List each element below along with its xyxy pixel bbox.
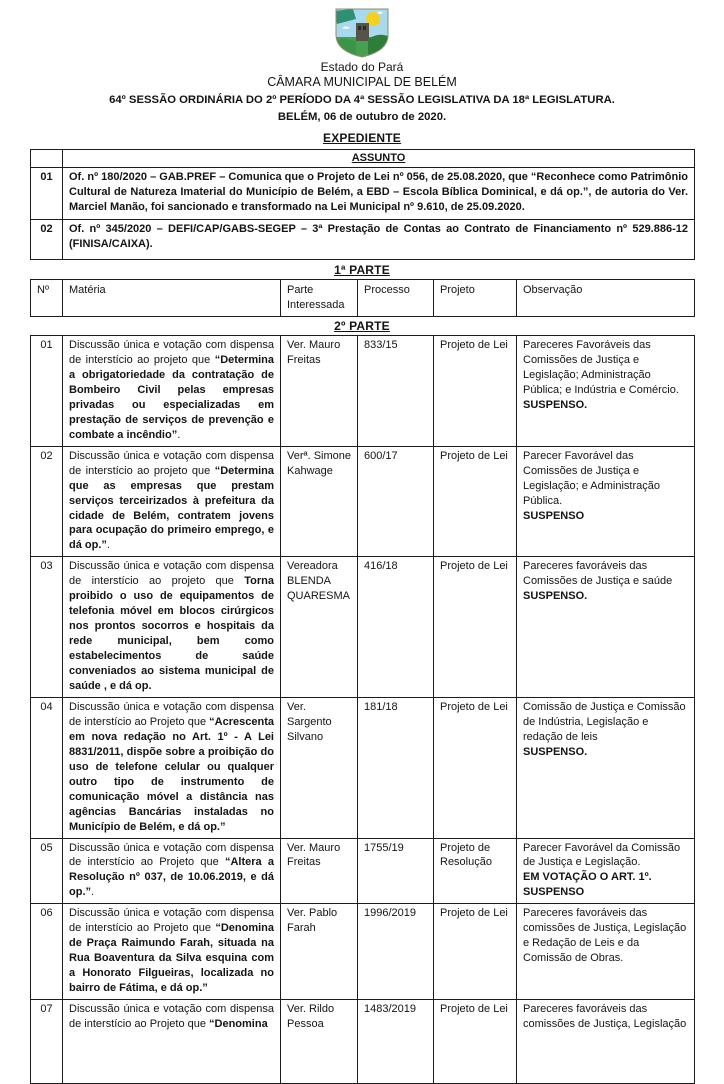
parte-interessada-cell: Ver. Mauro Freitas	[281, 838, 358, 904]
parte-interessada-cell: Ver. Rildo Pessoa	[281, 1000, 358, 1084]
observacao-status: SUSPENSO.	[523, 590, 588, 603]
observacao-cell	[517, 904, 695, 1000]
projeto-cell: Projeto de Lei	[434, 697, 517, 838]
row-number: 04	[31, 697, 63, 838]
document-header	[30, 8, 694, 125]
parte-interessada-cell: Vereadora BLENDA QUARESMA	[281, 557, 358, 698]
projeto-cell: Projeto de Lei	[434, 1000, 517, 1084]
materia-prefix: Discussão única e votação com dispensa de interstício ao Projeto que	[69, 1003, 274, 1031]
col-header-observacao: Observação	[517, 280, 695, 317]
session-title: 64º SESSÃO ORDINÁRIA DO 2º PERÍODO DA 4ª SESSÃO LEGISLATIVA DA 18ª LEGISLATURA.	[109, 93, 615, 106]
belem-coat-of-arms-logo	[330, 8, 394, 58]
expediente-header-num-cell	[31, 150, 63, 168]
observacao-status: EM VOTAÇÃO O ART. 1º.	[523, 871, 652, 884]
materia-bold-text: “Determina que as empresas que prestam serviços terceirizados à prefeitura da cidade de Belém, contratem jovens para ocupação do primeiro emprego, e dá op.”	[69, 464, 274, 552]
materia-cell	[63, 557, 281, 698]
materia-cell	[63, 904, 281, 1000]
expediente-heading: EXPEDIENTE	[322, 131, 402, 146]
processo-cell: 416/18	[358, 557, 434, 698]
observacao-status: SUSPENSO.	[523, 398, 588, 411]
observacao-text: Pareceres favoráveis das comissões de Justiça, Legislação	[523, 1003, 687, 1031]
agenda-row	[31, 904, 695, 1000]
observacao-status: SUSPENSO.	[523, 745, 588, 758]
row-number: 03	[31, 557, 63, 698]
session-date: BELÉM, 06 de outubro de 2020.	[277, 110, 447, 123]
processo-cell: 833/15	[358, 336, 434, 447]
parte2-table	[30, 335, 695, 1084]
col-header-parte-interessada: Parte Interessada	[281, 280, 358, 317]
observacao-text: Parecer Favorável das Comissões de Justiça e Legislação; e Administração Pública.	[523, 449, 660, 507]
col-header-num: Nº	[31, 280, 63, 317]
parte2-heading: 2º PARTE	[334, 319, 390, 334]
col-header-processo: Processo	[358, 280, 434, 317]
observacao-cell	[517, 1000, 695, 1084]
materia-bold-text: “Acrescenta em nova redação no Art. 1º - A Lei 8831/2011, dispõe sobre a proibição do uso de telefone celular ou qualquer outro tipo de instrumento de comunicação móvel a distância nas agências Bancárias instaladas no Município de Belém, e dá op.”	[69, 715, 274, 833]
assunto-text: Of. nº 345/2020 – DEFI/CAP/GABS-SEGEP – 3ª Prestação de Contas ao Contrato de Financiamento nº 529.886-12 (FINISA/CAIXA).	[63, 220, 695, 260]
observacao-status: SUSPENSO	[523, 509, 585, 522]
assunto-text: Of. nº 180/2020 – GAB.PREF – Comunica que o Projeto de Lei nº 056, de 25.08.2020, que “Reconhece como Patrimônio Cultural de Natureza Imaterial do Município de Belém, a EBD – Escola Bíblica Dominical, e dá op.”, de autoria do Ver. Marciel Manão, foi sancionado e transformado na Lei Municipal nº 9.610, de 25.09.2020.	[63, 168, 695, 220]
agenda-row	[31, 557, 695, 698]
materia-suffix: .	[106, 539, 110, 552]
expediente-header-row	[31, 150, 695, 168]
row-number: 02	[31, 446, 63, 557]
materia-prefix: Discussão única e votação com dispensa de interstício ao Projeto que	[69, 700, 274, 728]
parte1-heading: 1ª PARTE	[334, 263, 390, 278]
materia-cell	[63, 336, 281, 447]
projeto-cell: Projeto de Resolução	[434, 838, 517, 904]
materia-prefix: Discussão única e votação com dispensa de interstício ao projeto que	[69, 339, 274, 366]
parte-interessada-cell: Ver. Pablo Farah	[281, 904, 358, 1000]
expediente-table	[30, 149, 695, 260]
agenda-row	[31, 838, 695, 904]
observacao-cell	[517, 697, 695, 838]
agenda-row	[31, 336, 695, 447]
materia-prefix: Discussão única e votação com dispensa de interstício ao Projeto que	[69, 907, 274, 935]
observacao-text: Pareceres favoráveis das comissões de Justiça, Legislação e Redação de Leis e da Comissão de Obras.	[523, 907, 687, 965]
materia-bold-text: Torna proibido o uso de equipamentos de telefonia móvel em blocos cirúrgicos nos prontos socorros e hospitais da rede municipal, bem como estabelecimentos de saúde conveniados ao sistema municipal de saúde , e dá op.	[69, 575, 274, 692]
parte-interessada-cell: Verª. Simone Kahwage	[281, 446, 358, 557]
observacao-text: Parecer Favorável da Comissão de Justiça e Legislação.	[523, 841, 681, 869]
processo-cell: 600/17	[358, 446, 434, 557]
materia-cell	[63, 838, 281, 904]
parte1-table	[30, 279, 695, 317]
projeto-cell: Projeto de Lei	[434, 446, 517, 557]
state-name: Estado do Pará	[320, 60, 404, 74]
col-header-materia: Matéria	[63, 280, 281, 317]
observacao-cell	[517, 336, 695, 447]
assunto-column-header: ASSUNTO	[63, 150, 695, 168]
row-number: 07	[31, 1000, 63, 1084]
materia-cell	[63, 446, 281, 557]
processo-cell: 1483/2019	[358, 1000, 434, 1084]
parte-interessada-cell: Ver. Mauro Freitas	[281, 336, 358, 447]
materia-suffix: .	[177, 428, 181, 441]
col-header-projeto: Projeto	[434, 280, 517, 317]
chamber-name: CÂMARA MUNICIPAL DE BELÉM	[267, 75, 457, 89]
materia-prefix: Discussão única e votação com dispensa de interstício ao Projeto que	[69, 841, 274, 869]
observacao-cell	[517, 557, 695, 698]
observacao-status-2: SUSPENSO	[523, 886, 585, 899]
logo-container	[30, 8, 694, 58]
observacao-text: Comissão de Justiça e Comissão de Indústria, Legislação e redação de leis	[523, 700, 686, 743]
parte2-table-body	[31, 336, 695, 1084]
row-number: 06	[31, 904, 63, 1000]
row-number: 01	[31, 336, 63, 447]
materia-bold-text: “Determina a obrigatoriedade da contratação de Bombeiro Civil pelas empresas privadas ou especializadas em prestação de serviços de prevenção e combate a incêndio”	[69, 353, 274, 441]
materia-bold-text: “Denomina	[209, 1018, 268, 1031]
projeto-cell: Projeto de Lei	[434, 557, 517, 698]
projeto-cell: Projeto de Lei	[434, 336, 517, 447]
agenda-row	[31, 1000, 695, 1084]
materia-prefix: Discussão única e votação com dispensa de interstício ao projeto que	[69, 449, 274, 477]
projeto-cell: Projeto de Lei	[434, 904, 517, 1000]
agenda-row	[31, 446, 695, 557]
materia-suffix: .	[91, 886, 95, 899]
row-number: 05	[31, 838, 63, 904]
materia-bold-text: “Denomina de Praça Raimundo Farah, situada na Rua Boaventura da Silva esquina com a Honorato Filgueiras, localizada no bairro de Fátima, e dá op.”	[69, 922, 274, 995]
parte1-header-row	[31, 280, 695, 317]
materia-prefix: Discussão única e votação com dispensa de interstício ao projeto que	[69, 560, 274, 588]
processo-cell: 181/18	[358, 697, 434, 838]
row-number: 02	[31, 220, 63, 260]
row-number: 01	[31, 168, 63, 220]
observacao-cell	[517, 838, 695, 904]
observacao-text: Pareceres Favoráveis das Comissões de Justiça e Legislação; Administração Pública; e Indústria e Comércio.	[523, 339, 679, 396]
processo-cell: 1755/19	[358, 838, 434, 904]
processo-cell: 1996/2019	[358, 904, 434, 1000]
expediente-row	[31, 220, 695, 260]
parte-interessada-cell: Ver. Sargento Silvano	[281, 697, 358, 838]
materia-bold-text: “Altera a Resolução nº 037, de 10.06.2019, e dá op.”	[69, 856, 275, 899]
materia-cell	[63, 1000, 281, 1084]
observacao-cell	[517, 446, 695, 557]
expediente-row	[31, 168, 695, 220]
observacao-text: Pareceres favoráveis das Comissões de Justiça e saúde	[523, 560, 673, 588]
agenda-row	[31, 697, 695, 838]
materia-cell	[63, 697, 281, 838]
